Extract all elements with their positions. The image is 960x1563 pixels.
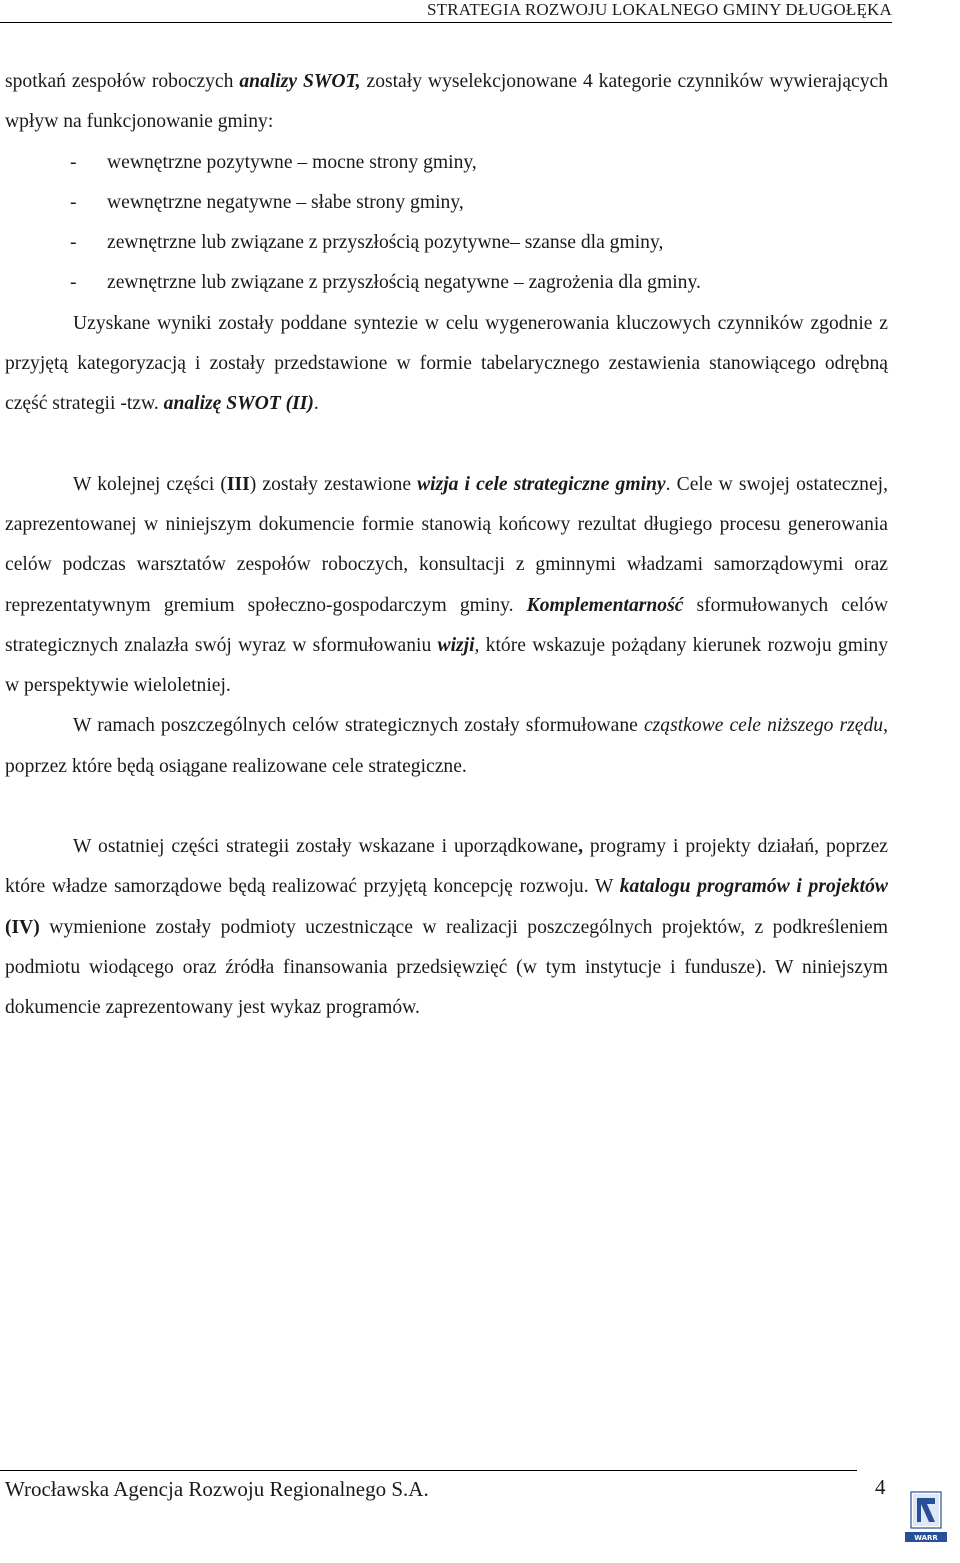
paragraph-synthesis — [5, 304, 888, 425]
emphasis-catalog: katalogu programów i projektów — [619, 876, 888, 898]
footer-divider — [0, 1470, 857, 1471]
running-header — [0, 0, 892, 23]
list-item-text: zewnętrzne lub związane z przyszłością negatywne – zagrożenia dla gminy. — [107, 272, 701, 294]
paragraph-vision — [5, 465, 888, 707]
page-number: 4 — [875, 1475, 886, 1499]
paragraph-subgoals — [5, 706, 888, 787]
text-run: wymienione zostały podmioty uczestniczące w realizacji poszczególnych projektów, z podkreśleniem podmiotu wiodącego oraz źródła finansowania przedsięwzięć (w tym instytucje i fundusze). W niniejszym dokumencie zaprezentowany jest wykaz programów. — [5, 916, 888, 1019]
paragraph-swot-intro — [5, 62, 888, 143]
text-run: ) zostały zestawione — [249, 473, 418, 495]
emphasis-analizy-swot: analizy SWOT, — [239, 71, 361, 92]
text-run: spotkań zespołów roboczych — [5, 71, 240, 92]
list-dash: - — [70, 272, 77, 294]
paragraph-spacer — [5, 425, 888, 465]
list-item-text: wewnętrzne negatywne – słabe strony gminy, — [107, 191, 464, 213]
footer-organization: Wrocławska Agencja Rozwoju Regionalnego S.A. — [5, 1477, 429, 1501]
text-run: W ostatniej części strategii zostały wskazane i uporządkowane — [73, 836, 579, 858]
emphasis-wizji: wizji — [437, 634, 475, 656]
italic-subgoals: cząstkowe cele niższego rzędu — [643, 715, 884, 737]
list-item-text: zewnętrzne lub związane z przyszłością pozytywne– szanse dla gminy, — [107, 232, 664, 254]
text-run: , poprzez które będą osiągane realizowane cele strategiczne. — [5, 715, 888, 777]
warr-logo-icon — [905, 1488, 947, 1548]
text-run: sformułowanych celów strategicznych znalazła swój wyraz w sformułowaniu — [5, 594, 889, 656]
paragraph-spacer — [5, 787, 888, 827]
text-run: programy i projekty działań, poprzez które władze samorządowe będą realizować przyjętą koncepcję rozwoju. W — [5, 836, 888, 898]
list-dash: - — [70, 151, 77, 173]
text-run: Uzyskane wyniki zostały poddane syntezie w celu wygenerowania kluczowych czynników zgodnie z przyjętą kategoryzacją i zostały przedstawione w formie tabelarycznego zestawienia stanowiącego odrębną część strategii -tzw. — [5, 312, 888, 415]
document-body — [5, 62, 888, 1029]
list-dash: - — [70, 232, 77, 254]
list-dash: - — [70, 191, 77, 213]
text-run: W ramach poszczególnych celów strategicznych zostały sformułowane — [73, 715, 644, 737]
svg-text:WARR: WARR — [914, 1534, 938, 1542]
emphasis-komplementarnosc: Komplementarność — [526, 594, 684, 616]
paragraph-programs — [5, 827, 888, 1028]
bold-run: (IV) — [5, 916, 40, 938]
list-item — [5, 143, 888, 183]
factor-list — [5, 143, 888, 304]
text-run: . — [313, 393, 319, 415]
list-item — [5, 263, 888, 303]
emphasis-vision-goals: wizja i cele strategiczne gminy — [417, 473, 666, 495]
list-item-text: wewnętrzne pozytywne – mocne strony gminy, — [107, 151, 477, 173]
text-run: . Cele w swojej ostatecznej, zaprezentowanej w niniejszym dokumencie formie stanowią końcowy rezultat długiego procesu generowania celów podczas warsztatów zespołów roboczych, konsultacji z gminnymi władzami samorządowymi oraz reprezentatywnym gremium społeczno-gospodarczym gminy. — [5, 473, 889, 616]
bold-run: , — [578, 836, 583, 858]
text-run: , które wskazuje pożądany kierunek rozwoju gminy w perspektywie wieloletniej. — [5, 634, 889, 697]
text-run: zostały wyselekcjonowane 4 kategorie czynników wywierających wpływ na funkcjonowanie gminy: — [5, 71, 889, 133]
text-run: W kolejnej części ( — [73, 473, 227, 495]
emphasis-analize-swot: analizę SWOT (II) — [163, 393, 314, 415]
list-item — [5, 223, 888, 263]
list-item — [5, 183, 888, 223]
bold-run: III — [226, 473, 250, 495]
header-title: STRATEGIA ROZWOJU LOKALNEGO GMINY DŁUGOŁĘKA — [426, 0, 892, 19]
